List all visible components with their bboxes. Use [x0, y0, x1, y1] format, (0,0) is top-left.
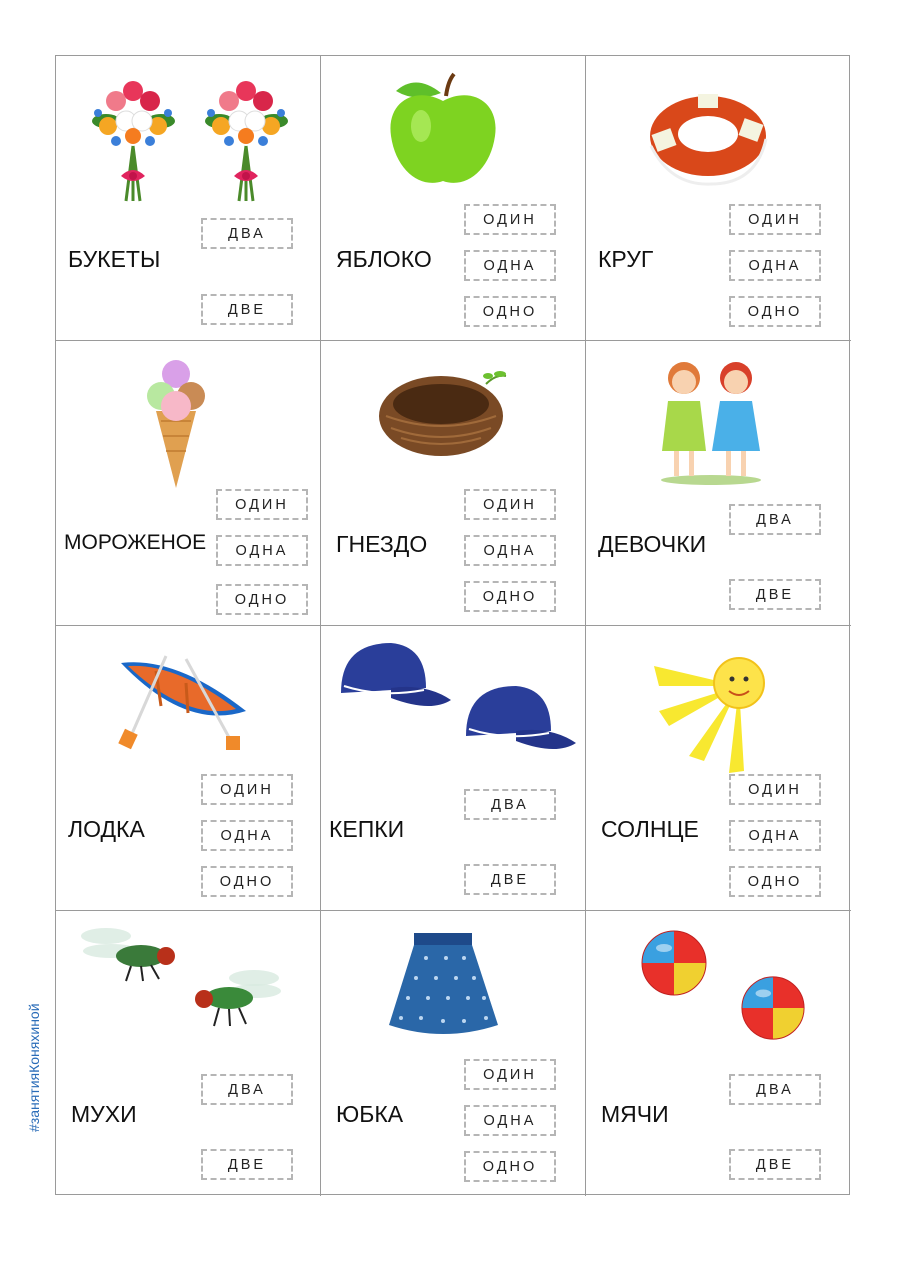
card-balls: [586, 911, 851, 1196]
option-odna-button[interactable]: ОДНА: [464, 535, 556, 566]
option-dve-button[interactable]: ДВЕ: [201, 294, 293, 325]
option-dva-button[interactable]: ДВА: [464, 789, 556, 820]
card-word: МЯЧИ: [601, 1101, 669, 1127]
card-word: БУКЕТЫ: [68, 246, 161, 272]
option-dve-button[interactable]: ДВЕ: [729, 1149, 821, 1180]
option-dve-button[interactable]: ДВЕ: [729, 579, 821, 610]
card-bouquets: [56, 56, 321, 341]
option-dva-button[interactable]: ДВА: [729, 1074, 821, 1105]
card-girls: [586, 341, 851, 626]
option-odin-button[interactable]: ОДИН: [201, 774, 293, 805]
option-odno-button[interactable]: ОДНО: [729, 866, 821, 897]
flies-icon: [56, 911, 321, 1081]
card-apple: [321, 56, 586, 341]
nest-icon: [321, 341, 586, 511]
card-word: ЯБЛОКО: [336, 246, 432, 272]
card-ice-cream: [56, 341, 321, 626]
card-word: ЮБКА: [336, 1101, 404, 1127]
option-dva-button[interactable]: ДВА: [201, 218, 293, 249]
option-odna-button[interactable]: ОДНА: [729, 250, 821, 281]
option-odin-button[interactable]: ОДИН: [729, 774, 821, 805]
option-odin-button[interactable]: ОДИН: [464, 204, 556, 235]
life-ring-icon: [586, 56, 851, 226]
skirt-icon: [321, 911, 586, 1081]
boat-icon: [56, 626, 321, 796]
option-odna-button[interactable]: ОДНА: [201, 820, 293, 851]
card-word: МУХИ: [71, 1101, 137, 1127]
sun-icon: [586, 626, 851, 796]
option-odin-button[interactable]: ОДИН: [216, 489, 308, 520]
card-word: ГНЕЗДО: [336, 531, 428, 557]
balls-icon: [586, 911, 851, 1081]
option-dva-button[interactable]: ДВА: [729, 504, 821, 535]
card-word: МОРОЖЕНОЕ: [64, 531, 207, 554]
option-dve-button[interactable]: ДВЕ: [464, 864, 556, 895]
option-odna-button[interactable]: ОДНА: [729, 820, 821, 851]
option-odin-button[interactable]: ОДИН: [464, 1059, 556, 1090]
option-odno-button[interactable]: ОДНО: [464, 1151, 556, 1182]
card-word: СОЛНЦЕ: [601, 816, 699, 842]
option-odna-button[interactable]: ОДНА: [216, 535, 308, 566]
girls-icon: [586, 341, 851, 511]
apple-icon: [321, 56, 586, 226]
hashtag-label: #занятияКоняхиной: [26, 1003, 42, 1132]
option-dva-button[interactable]: ДВА: [201, 1074, 293, 1105]
option-odno-button[interactable]: ОДНО: [464, 581, 556, 612]
card-word: ЛОДКА: [68, 816, 145, 842]
card-word: КРУГ: [598, 246, 654, 272]
card-grid: [55, 55, 850, 1195]
card-ring: [586, 56, 851, 341]
option-odno-button[interactable]: ОДНО: [464, 296, 556, 327]
option-dve-button[interactable]: ДВЕ: [201, 1149, 293, 1180]
card-flies: [56, 911, 321, 1196]
card-word: КЕПКИ: [329, 816, 405, 842]
ice-cream-icon: [56, 341, 321, 511]
option-odna-button[interactable]: ОДНА: [464, 250, 556, 281]
card-caps: [321, 626, 586, 911]
option-odin-button[interactable]: ОДИН: [729, 204, 821, 235]
option-odno-button[interactable]: ОДНО: [201, 866, 293, 897]
option-odna-button[interactable]: ОДНА: [464, 1105, 556, 1136]
card-boat: [56, 626, 321, 911]
option-odno-button[interactable]: ОДНО: [729, 296, 821, 327]
card-nest: [321, 341, 586, 626]
option-odno-button[interactable]: ОДНО: [216, 584, 308, 615]
card-word: ДЕВОЧКИ: [598, 531, 707, 557]
bouquets-icon: [56, 56, 321, 226]
card-sun: [586, 626, 851, 911]
option-odin-button[interactable]: ОДИН: [464, 489, 556, 520]
card-skirt: [321, 911, 586, 1196]
caps-icon: [321, 626, 586, 796]
